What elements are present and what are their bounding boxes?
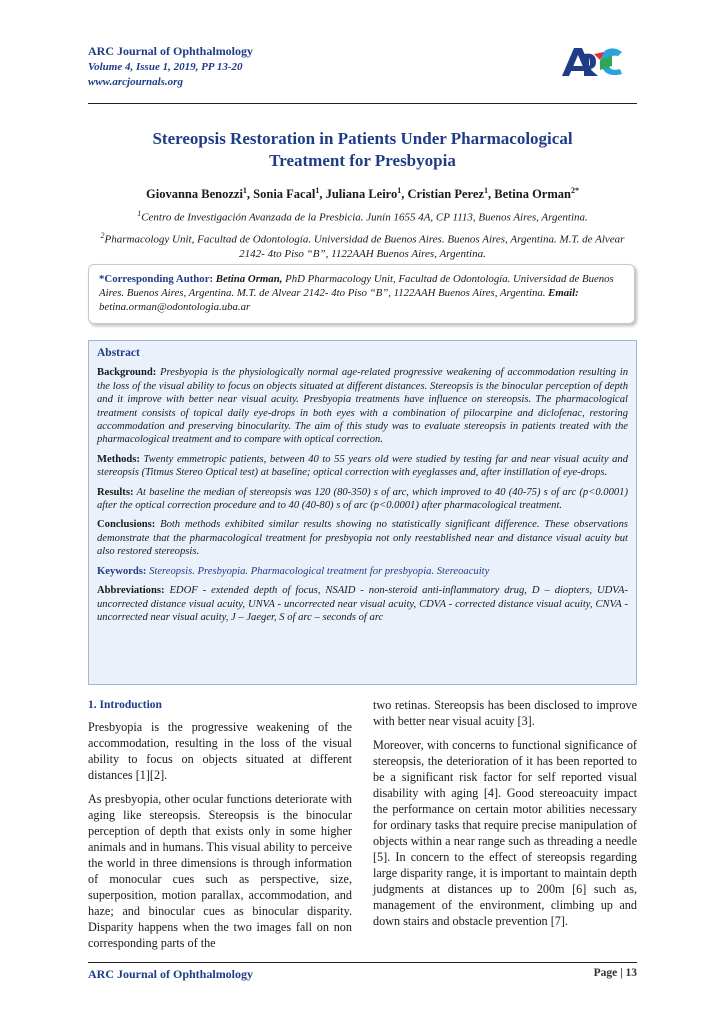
- journal-website[interactable]: www.arcjournals.org: [88, 76, 183, 88]
- author: Giovanna Benozzi$^1$,: [146, 186, 254, 202]
- section-heading: 1. Introduction: [88, 699, 162, 711]
- email-link[interactable]: betina.orman@odontologia.uba.ar: [99, 301, 251, 313]
- journal-name: ARC Journal of Ophthalmology: [88, 44, 254, 58]
- author: Sonia Facal$^1$,: [253, 186, 326, 202]
- paragraph: two retinas. Stereopsis has been disclosed to improve with better near visual acuity [3].: [373, 698, 637, 728]
- volume-info: Volume 4, Issue 1, 2019, PP 13-20: [88, 60, 243, 73]
- footer-journal: ARC Journal of Ophthalmology: [88, 967, 254, 981]
- page-number: Page | 13: [593, 967, 637, 979]
- abstract-background: Background: Presbyopia is the physiologically normal age-related progressive weakening of accommodation resulting in the loss of the visual ability to focus on objects situated at different distances. Stereopsis is the binocular perception of depth and it improve with better near visual acuity. Presbyopia treatments have influence on stereopsis. The pharmacological treatment consists of topical daily eye-drops in both eyes with a combination of pilocarpine and diclofenac, restoring accommodation and preserving binocularity. The aim of this study was to evaluate stereopsis in patients treated with the pharmacological treatment and to compare with optical correction.: [97, 367, 628, 446]
- footer-rule: [88, 962, 637, 963]
- affiliation-2: $^2$Pharmacology Unit, Facultad de Odontología. Universidad de Buenos Aires. Buenos Aires, Argentina. M.T. de Alvear 2142- 4to Piso “B”, 1122AAH Buenos Aires, Argentina.: [100, 231, 625, 260]
- arc-logo: [556, 42, 626, 84]
- author: Juliana Leiro$^1$,: [325, 186, 408, 202]
- header-rule: [88, 103, 637, 104]
- paper-title: Stereopsis Restoration in Patients Under Pharmacological Treatment for Presbyopia: [152, 129, 573, 170]
- abstract-abbreviations: Abbreviations: EDOF - extended depth of focus, NSAID - non-steroid anti-inflammatory drug, D – diopters, UDVA- uncorrected distance visual acuity, UNVA - uncorrected near visual acuity, CDVA - corrected distance visual acuity, CNVA - uncorrected near visual acuity, J – Jaeger, S of arc – seconds of arc: [97, 585, 628, 623]
- author: Cristian Perez$^1$,: [407, 186, 495, 202]
- paragraph: As presbyopia, other ocular functions deteriorate with aging like stereopsis. Stereopsis is the binocular perception of depth that exists only in some higher animals and in humans. This visual ability to perceive the world in three dimensions is through information of monocular cues such as perspective, size, superposition, motion parallax, accommodation, and haze; and binocular cues as binocular disparity. Disparity happens when the two images fall on non corresponding parts of the: [88, 792, 352, 950]
- right-column: [373, 697, 637, 937]
- author: Betina Orman$^{2*}$: [494, 186, 579, 202]
- left-column: [88, 697, 352, 959]
- abstract-heading: Abstract: [97, 347, 140, 359]
- paragraph: Presbyopia is the progressive weakening of the accommodation, resulting in the loss of the visual ability to focus on objects situated at different distances [1][2].: [88, 720, 352, 782]
- abstract-methods: Methods: Twenty emmetropic patients, between 40 to 55 years old were studied by testing far and near visual acuity and stereopsis (Titmus Stereo Optical test) at baseline; optical correction with eyeglasses and, after instillation of eye-drops.: [97, 453, 628, 479]
- journal-header: [88, 44, 253, 91]
- affiliation-1: $^1$Centro de Investigación Avanzada de la Presbicia. Junín 1655 4A, CP 1113, Buenos Aires, Argentina.: [137, 209, 588, 224]
- corresponding-author-box: *Corresponding Author: Betina Orman, PhD Pharmacology Unit, Facultad de Odontología. Universidad de Buenos Aires. Buenos Aires, Argentina. M.T. de Alvear 2142- 4to Piso “B”, 1122AAH Buenos Aires, Argentina. Email: betina.orman@odontologia.uba.ar: [88, 264, 635, 324]
- abstract-keywords: Keywords: Stereopsis. Presbyopia. Pharmacological treatment for presbyopia. Stereoacuity: [97, 565, 490, 577]
- paragraph: Moreover, with concerns to functional significance of stereopsis, the deterioration of it has been reported to be a significant risk factor for self reported visual disability with aging [4]. Good stereoacuity impact the performance on certain motor abilities necessary for ordinary tasks that require precise manipulation of objects within a near range such as threading a needle [5]. In concern to the effect of stereopsis regarding large disparity range, it is important to maintain depth judgments at distances up to 200m [6] such as, management of the environment, climbing up and down stairs and obstacle prevention [7].: [373, 738, 637, 928]
- abstract-conclusions: Conclusions: Both methods exhibited similar results showing no statistically significant difference. These observations demonstrate that the pharmacological treatment for presbyopia not only reestablished near and distance visual acuity but also restored stereopsis.: [97, 519, 628, 558]
- abstract-box: [88, 340, 637, 685]
- author-list: [88, 186, 637, 202]
- abstract-results: Results: At baseline the median of stereopsis was 120 (80-350) s of arc, which improved to 40 (40-75) s of arc (p<0.0001) after the optical correction procedure and to 40 (40-80) s of arc (p<0.0001) after pharmacological treatment.: [97, 486, 628, 512]
